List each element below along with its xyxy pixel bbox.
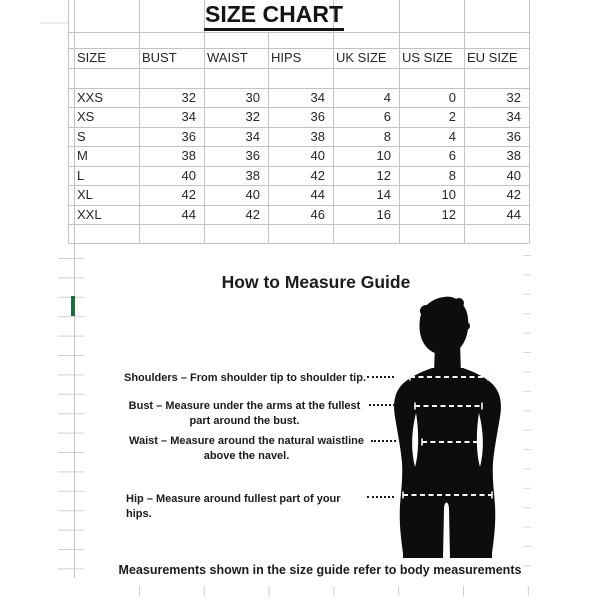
hip-label: Hip – Measure around fullest part of your hips. bbox=[126, 493, 341, 520]
bust-leader-dots bbox=[369, 404, 395, 406]
measurement-value-cell: 42 bbox=[310, 167, 325, 183]
measurement-value-cell: 32 bbox=[245, 109, 260, 125]
column-header-bust: BUST bbox=[142, 50, 177, 65]
measurement-value-cell: 38 bbox=[310, 128, 325, 144]
measurement-value-cell: 0 bbox=[448, 90, 456, 105]
measurement-value-cell: 46 bbox=[310, 206, 325, 222]
measurement-value-cell: 8 bbox=[383, 128, 391, 144]
size-label-cell: L bbox=[77, 167, 85, 183]
silhouette-shapes bbox=[394, 297, 501, 558]
waist-label bbox=[126, 434, 367, 464]
column-header-uk-size: UK SIZE bbox=[336, 50, 387, 65]
measurement-value-cell: 12 bbox=[376, 167, 391, 183]
measure-guide-title: How to Measure Guide bbox=[221, 272, 411, 292]
measurement-value-cell: 34 bbox=[310, 90, 325, 105]
waist-label-line1: Waist – Measure around the natural waistline bbox=[129, 435, 364, 447]
measurement-value-cell: 38 bbox=[181, 148, 196, 164]
hip-leader-dots bbox=[367, 496, 394, 498]
column-header-waist: WAIST bbox=[207, 50, 248, 65]
female-back-silhouette bbox=[390, 295, 505, 558]
measurement-value-cell: 4 bbox=[448, 128, 456, 144]
measurements-footnote: Measurements shown in the size guide refer to body measurements bbox=[118, 563, 522, 577]
measurement-value-cell: 30 bbox=[245, 90, 260, 105]
measurement-value-cell: 36 bbox=[506, 128, 521, 144]
measurement-value-cell: 40 bbox=[181, 167, 196, 183]
size-chart-title: SIZE CHART bbox=[204, 1, 334, 31]
measurement-value-cell: 12 bbox=[441, 206, 456, 222]
body-silhouette-figure bbox=[390, 295, 505, 558]
waist-leader-dots bbox=[371, 440, 396, 442]
measurement-value-cell: 38 bbox=[506, 148, 521, 164]
measurement-value-cell: 10 bbox=[441, 187, 456, 203]
measurement-value-cell: 32 bbox=[506, 90, 521, 105]
cell-selection-highlight bbox=[71, 296, 75, 316]
measurement-value-cell: 44 bbox=[181, 206, 196, 222]
shoulders-leader-dots bbox=[367, 376, 394, 378]
size-label-cell: M bbox=[77, 148, 88, 164]
bust-label-line2: part around the bust. bbox=[189, 415, 300, 427]
measurement-value-cell: 34 bbox=[245, 128, 260, 144]
waist-label-line2: above the navel. bbox=[203, 450, 290, 462]
measurement-value-cell: 42 bbox=[506, 187, 521, 203]
measurement-value-cell: 42 bbox=[181, 187, 196, 203]
column-header-hips: HIPS bbox=[271, 50, 302, 65]
size-label-cell: XXS bbox=[77, 90, 104, 105]
measurement-value-cell: 6 bbox=[448, 148, 456, 164]
measurement-value-cell: 10 bbox=[376, 148, 391, 164]
measurement-value-cell: 34 bbox=[506, 109, 521, 125]
measurement-value-cell: 6 bbox=[383, 109, 391, 125]
measurement-value-cell: 44 bbox=[506, 206, 521, 222]
torso-shape bbox=[394, 368, 501, 558]
column-header-eu-size: EU SIZE bbox=[467, 50, 518, 65]
measurement-value-cell: 36 bbox=[245, 148, 260, 164]
measurement-value-cell: 16 bbox=[376, 206, 391, 222]
size-label-cell: S bbox=[77, 128, 86, 144]
measurement-value-cell: 14 bbox=[376, 187, 391, 203]
shoulders-label: Shoulders – From shoulder tip to shoulder tip. bbox=[124, 372, 367, 384]
column-header-us-size: US SIZE bbox=[402, 50, 453, 65]
measurement-value-cell: 44 bbox=[310, 187, 325, 203]
bust-label bbox=[126, 399, 363, 429]
bust-label-line1: Bust – Measure under the arms at the fullest bbox=[128, 400, 361, 412]
measurement-value-cell: 32 bbox=[181, 90, 196, 105]
size-label-cell: XXL bbox=[77, 206, 102, 222]
measurement-value-cell: 34 bbox=[181, 109, 196, 125]
measurement-value-cell: 40 bbox=[310, 148, 325, 164]
measurement-value-cell: 4 bbox=[383, 90, 391, 105]
measurement-value-cell: 2 bbox=[448, 109, 456, 125]
measurement-value-cell: 42 bbox=[245, 206, 260, 222]
size-label-cell: XL bbox=[77, 187, 93, 203]
measurement-value-cell: 38 bbox=[245, 167, 260, 183]
measurement-value-cell: 36 bbox=[310, 109, 325, 125]
measurement-value-cell: 40 bbox=[245, 187, 260, 203]
measurement-value-cell: 40 bbox=[506, 167, 521, 183]
measurement-value-cell: 8 bbox=[448, 167, 456, 183]
measurement-value-cell: 36 bbox=[181, 128, 196, 144]
size-label-cell: XS bbox=[77, 109, 95, 125]
column-header-size: SIZE bbox=[77, 50, 106, 65]
